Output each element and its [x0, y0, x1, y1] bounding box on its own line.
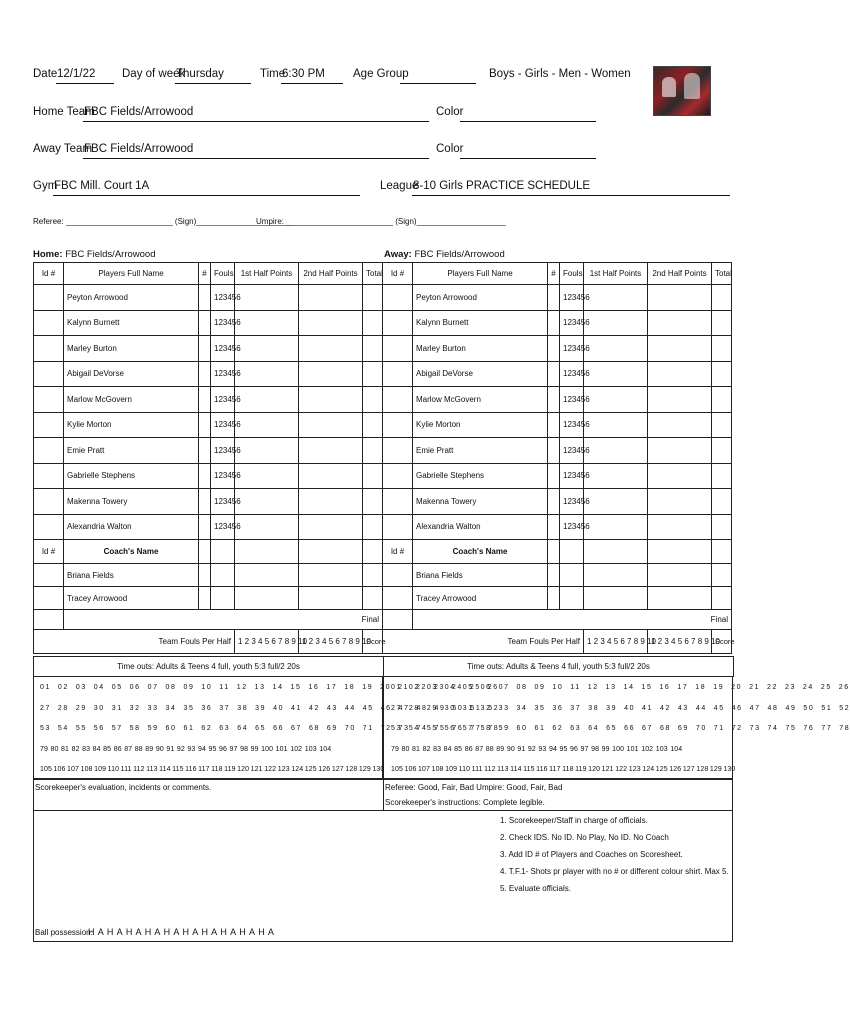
home-player-second-half[interactable] [299, 438, 363, 464]
away-player-first-half[interactable] [584, 310, 648, 336]
referee-sign-line[interactable]: Referee: ________________________ (Sign)______________________ [33, 217, 295, 226]
home-coach-cell[interactable] [363, 587, 383, 610]
home-player-fouls[interactable]: 123456 [211, 412, 235, 438]
away-col-id: Id # [383, 263, 413, 285]
away-player-first-half[interactable] [584, 463, 648, 489]
home-player-total[interactable] [363, 387, 383, 413]
time-underline [281, 83, 343, 84]
away-player-number[interactable] [548, 361, 560, 387]
away-player-fouls[interactable]: 123456 [560, 361, 584, 387]
away-player-total[interactable] [712, 463, 732, 489]
home-player-id[interactable] [34, 310, 64, 336]
away-team-value[interactable]: FBC Fields/Arrowood [84, 143, 194, 155]
away-team-underline [83, 158, 429, 159]
home-player-id[interactable] [34, 514, 64, 540]
home-player-fouls[interactable]: 123456 [211, 489, 235, 515]
dow-label: Day of week [122, 68, 186, 80]
home-player-id[interactable] [34, 336, 64, 362]
away-color-label: Color [436, 143, 464, 155]
home-team-label: Home Team [33, 106, 95, 118]
away-player-id[interactable] [383, 489, 413, 515]
home-player-id[interactable] [34, 361, 64, 387]
home-player-second-half[interactable] [299, 285, 363, 311]
table-row [34, 514, 732, 540]
away-coach-cell[interactable] [584, 587, 648, 610]
player-grid [33, 262, 735, 654]
ball-possession-label: Ball possession: [35, 928, 93, 937]
away-final-label: Final [413, 610, 732, 630]
home-team-value[interactable]: FBC Fields/Arrowood [84, 106, 194, 118]
away-player-number[interactable] [548, 463, 560, 489]
home-title-name: FBC Fields/Arrowood [65, 249, 156, 260]
home-coach-blank [363, 540, 383, 564]
away-player-second-half[interactable] [648, 336, 712, 362]
away-player-second-half[interactable] [648, 310, 712, 336]
away-coach-name-header: Coach's Name [413, 540, 548, 564]
away-player-total[interactable] [712, 336, 732, 362]
home-team-fouls-label: Team Fouls Per Half [34, 630, 235, 654]
away-player-id[interactable] [383, 463, 413, 489]
away-player-id[interactable] [383, 514, 413, 540]
away-player-total[interactable] [712, 310, 732, 336]
away-player-id[interactable] [383, 412, 413, 438]
home-player-second-half[interactable] [299, 514, 363, 540]
away-coach-id[interactable] [383, 587, 413, 610]
away-col-second-half: 2nd Half Points [648, 263, 712, 285]
away-player-number[interactable] [548, 514, 560, 540]
away-player-number[interactable] [548, 310, 560, 336]
date-underline [56, 83, 114, 84]
time-label: Time [260, 68, 286, 80]
home-player-id[interactable] [34, 463, 64, 489]
away-col-num: # [548, 263, 560, 285]
home-player-fouls[interactable]: 123456 [211, 361, 235, 387]
away-player-second-half[interactable] [648, 514, 712, 540]
home-number-row[interactable]: 27 28 29 30 31 32 33 34 35 36 37 38 39 40 41 42 43 44 45 46 47 48 49 50 51 52 [40, 704, 500, 712]
away-player-total[interactable] [712, 361, 732, 387]
home-coach-blank [199, 540, 211, 564]
away-player-first-half[interactable] [584, 514, 648, 540]
home-coach-blank [211, 540, 235, 564]
home-player-total[interactable] [363, 285, 383, 311]
away-number-row[interactable]: 01 02 03 04 05 06 07 08 09 10 11 12 13 14 15 16 17 18 19 20 21 22 23 24 25 26 [391, 684, 850, 691]
home-coach-cell[interactable] [199, 587, 211, 610]
home-player-name[interactable]: Kylie Morton [64, 412, 199, 438]
away-player-second-half[interactable] [648, 387, 712, 413]
away-player-first-half[interactable] [584, 412, 648, 438]
away-player-fouls[interactable]: 123456 [560, 387, 584, 413]
instruction-item: 4. T.F.1- Shots pr player with no # or different colour shirt. Max 5. [500, 867, 729, 876]
away-player-name[interactable]: Kalynn Burnett [413, 310, 548, 336]
home-player-total[interactable] [363, 361, 383, 387]
home-coach-id[interactable] [34, 587, 64, 610]
away-player-name[interactable]: Emie Pratt [413, 438, 548, 464]
eval-rule [33, 810, 732, 811]
away-player-number[interactable] [548, 412, 560, 438]
away-player-name[interactable]: Makenna Towery [413, 489, 548, 515]
home-player-total[interactable] [363, 412, 383, 438]
away-player-name[interactable]: Alexandria Walton [413, 514, 548, 540]
home-player-number[interactable] [199, 489, 211, 515]
away-player-fouls[interactable]: 123456 [560, 336, 584, 362]
home-player-first-half[interactable] [235, 285, 299, 311]
instruction-item: 2. Check IDS. No ID. No Play, No ID. No Coach [500, 833, 669, 842]
away-player-fouls[interactable]: 123456 [560, 285, 584, 311]
home-final-blank [34, 610, 64, 630]
away-player-total[interactable] [712, 412, 732, 438]
home-player-total[interactable] [363, 514, 383, 540]
away-player-second-half[interactable] [648, 489, 712, 515]
home-coach-name[interactable]: Briana Fields [64, 564, 199, 587]
home-coach-cell[interactable] [211, 564, 235, 587]
away-coach-cell[interactable] [648, 587, 712, 610]
league-underline [412, 195, 730, 196]
home-player-fouls[interactable]: 123456 [211, 514, 235, 540]
away-title-name: FBC Fields/Arrowood [414, 249, 505, 260]
home-player-first-half[interactable] [235, 463, 299, 489]
home-player-first-half[interactable] [235, 412, 299, 438]
date-label: Date [33, 68, 58, 80]
home-player-number[interactable] [199, 514, 211, 540]
home-player-first-half[interactable] [235, 310, 299, 336]
away-number-row[interactable]: 53 54 55 56 57 58 59 60 61 62 63 64 65 66 67 68 69 70 71 72 73 74 75 76 77 78 [391, 725, 850, 732]
home-team-fouls-second-half[interactable]: 1 2 3 4 5 6 7 8 9 10 [299, 630, 363, 654]
home-player-number[interactable] [199, 310, 211, 336]
away-player-total[interactable] [712, 514, 732, 540]
home-player-fouls[interactable]: 123456 [211, 463, 235, 489]
away-player-number[interactable] [548, 387, 560, 413]
away-player-first-half[interactable] [584, 285, 648, 311]
away-player-name[interactable]: Peyton Arrowood [413, 285, 548, 311]
away-player-name[interactable]: Gabrielle Stephens [413, 463, 548, 489]
home-number-row[interactable]: 01 02 03 04 05 06 07 08 09 10 11 12 13 14 15 16 17 18 19 20 21 22 23 24 25 26 [40, 684, 499, 691]
away-number-row[interactable]: 79 80 81 82 83 84 85 86 87 88 89 90 91 92 93 94 95 96 97 98 99 100 101 102 103 104 [391, 745, 683, 753]
home-player-name[interactable]: Peyton Arrowood [64, 285, 199, 311]
home-coach-cell[interactable] [363, 564, 383, 587]
home-player-total[interactable] [363, 310, 383, 336]
away-coach-blank [548, 540, 560, 564]
away-player-total[interactable] [712, 285, 732, 311]
away-coach-cell[interactable] [648, 564, 712, 587]
away-col-name: Players Full Name [413, 263, 548, 285]
dow-value[interactable]: Thursday [176, 68, 224, 80]
home-team-underline [83, 121, 429, 122]
home-player-first-half[interactable] [235, 489, 299, 515]
home-player-number[interactable] [199, 387, 211, 413]
home-player-id[interactable] [34, 412, 64, 438]
home-player-name[interactable]: Abigail DeVorse [64, 361, 199, 387]
home-col-id: Id # [34, 263, 64, 285]
away-coach-name[interactable]: Briana Fields [413, 564, 548, 587]
home-player-name[interactable]: Emie Pratt [64, 438, 199, 464]
away-player-first-half[interactable] [584, 489, 648, 515]
table-row [34, 336, 732, 362]
home-coach-cell[interactable] [299, 564, 363, 587]
away-player-id[interactable] [383, 387, 413, 413]
away-team-fouls-second-half[interactable]: 1 2 3 4 5 6 7 8 9 10 [648, 630, 712, 654]
home-team-fouls-first-half[interactable]: 1 2 3 4 5 6 7 8 9 10 [235, 630, 299, 654]
home-col-second-half: 2nd Half Points [299, 263, 363, 285]
away-player-name[interactable]: Kylie Morton [413, 412, 548, 438]
away-col-fouls: Fouls [560, 263, 584, 285]
home-player-fouls[interactable]: 123456 [211, 285, 235, 311]
away-player-number[interactable] [548, 285, 560, 311]
home-player-first-half[interactable] [235, 361, 299, 387]
home-player-total[interactable] [363, 336, 383, 362]
home-player-number[interactable] [199, 285, 211, 311]
away-number-row[interactable]: 105 106 107 108 109 110 111 112 113 114 115 116 117 118 119 120 121 122 123 124 125 126 127 128 129 130 [391, 766, 736, 773]
scorekeeper-instructions: Scorekeeper's instructions: Complete legible. [385, 798, 545, 807]
away-coach-blank [648, 540, 712, 564]
home-timeouts: Time outs: Adults & Teens 4 full, youth 5:3 full/2 20s [34, 657, 384, 677]
home-player-second-half[interactable] [299, 387, 363, 413]
table-row [34, 489, 732, 515]
table-row [34, 387, 732, 413]
home-col-first-half: 1st Half Points [235, 263, 299, 285]
away-score-label: Score [712, 630, 732, 654]
home-coach-blank [235, 540, 299, 564]
age-group-underline [400, 83, 476, 84]
home-player-first-half[interactable] [235, 514, 299, 540]
home-title-prefix: Home: [33, 249, 63, 260]
home-player-fouls[interactable]: 123456 [211, 438, 235, 464]
team-logo [653, 66, 711, 116]
home-player-number[interactable] [199, 336, 211, 362]
home-player-id[interactable] [34, 438, 64, 464]
away-player-name[interactable]: Abigail DeVorse [413, 361, 548, 387]
home-color-field[interactable] [460, 121, 596, 122]
away-coach-cell[interactable] [548, 564, 560, 587]
home-score-label: Score [363, 630, 383, 654]
away-team-fouls-first-half[interactable]: 1 2 3 4 5 6 7 8 9 10 [584, 630, 648, 654]
home-player-first-half[interactable] [235, 336, 299, 362]
home-number-row[interactable]: 79 80 81 82 83 84 85 86 87 88 89 90 91 92 93 94 95 96 97 98 99 100 101 102 103 104 [40, 745, 332, 753]
home-number-row[interactable]: 53 54 55 56 57 58 59 60 61 62 63 64 65 66 67 68 69 70 71 72 73 74 75 76 77 78 [40, 725, 500, 732]
home-player-second-half[interactable] [299, 489, 363, 515]
away-color-field[interactable] [460, 158, 596, 159]
away-player-id[interactable] [383, 438, 413, 464]
table-row [34, 412, 732, 438]
away-team-fouls-label: Team Fouls Per Half [383, 630, 584, 654]
away-player-id[interactable] [383, 310, 413, 336]
away-player-id[interactable] [383, 285, 413, 311]
home-player-name[interactable]: Kalynn Burnett [64, 310, 199, 336]
away-player-first-half[interactable] [584, 336, 648, 362]
home-player-number[interactable] [199, 438, 211, 464]
away-player-first-half[interactable] [584, 361, 648, 387]
timeouts-row [33, 656, 734, 677]
away-coach-cell[interactable] [712, 587, 732, 610]
away-player-name[interactable]: Marley Burton [413, 336, 548, 362]
away-coach-cell[interactable] [584, 564, 648, 587]
home-player-name[interactable]: Marley Burton [64, 336, 199, 362]
home-coach-cell[interactable] [199, 564, 211, 587]
instruction-item: 5. Evaluate officials. [500, 884, 572, 893]
home-player-id[interactable] [34, 387, 64, 413]
eval-divider [383, 778, 384, 810]
category-options: Boys - Girls - Men - Women [489, 68, 631, 80]
away-coach-cell[interactable] [712, 564, 732, 587]
home-final-label: Final [64, 610, 383, 630]
table-row [34, 438, 732, 464]
referee-evaluation[interactable]: Referee: Good, Fair, Bad Umpire: Good, Fair, Bad [385, 783, 563, 792]
age-group-label: Age Group [353, 68, 409, 80]
home-player-name[interactable]: Gabrielle Stephens [64, 463, 199, 489]
away-coach-id-header: Id # [383, 540, 413, 564]
home-player-second-half[interactable] [299, 361, 363, 387]
away-player-total[interactable] [712, 438, 732, 464]
away-coach-name[interactable]: Tracey Arrowood [413, 587, 548, 610]
away-player-number[interactable] [548, 489, 560, 515]
scorekeeper-evaluation[interactable]: Scorekeeper's evaluation, incidents or comments. [35, 783, 212, 792]
home-player-fouls[interactable]: 123456 [211, 336, 235, 362]
gym-value[interactable]: FBC Mill. Court 1A [54, 180, 150, 192]
away-player-second-half[interactable] [648, 412, 712, 438]
away-player-second-half[interactable] [648, 463, 712, 489]
home-coach-cell[interactable] [211, 587, 235, 610]
away-player-fouls[interactable]: 123456 [560, 463, 584, 489]
home-col-fouls: Fouls [211, 263, 235, 285]
home-player-name[interactable]: Alexandria Walton [64, 514, 199, 540]
dow-underline [175, 83, 251, 84]
home-player-second-half[interactable] [299, 310, 363, 336]
away-player-second-half[interactable] [648, 285, 712, 311]
home-player-number[interactable] [199, 412, 211, 438]
away-coach-id[interactable] [383, 564, 413, 587]
home-player-fouls[interactable]: 123456 [211, 387, 235, 413]
away-player-total[interactable] [712, 489, 732, 515]
away-player-first-half[interactable] [584, 438, 648, 464]
away-player-fouls[interactable]: 123456 [560, 310, 584, 336]
home-player-number[interactable] [199, 463, 211, 489]
home-player-total[interactable] [363, 489, 383, 515]
away-timeouts: Time outs: Adults & Teens 4 full, youth 5:3 full/2 20s [384, 657, 734, 677]
away-player-fouls[interactable]: 123456 [560, 514, 584, 540]
away-team-label: Away Team [33, 143, 93, 155]
away-player-id[interactable] [383, 336, 413, 362]
away-player-fouls[interactable]: 123456 [560, 438, 584, 464]
home-player-first-half[interactable] [235, 438, 299, 464]
away-player-number[interactable] [548, 336, 560, 362]
home-player-first-half[interactable] [235, 387, 299, 413]
away-player-second-half[interactable] [648, 438, 712, 464]
home-player-id[interactable] [34, 285, 64, 311]
home-player-second-half[interactable] [299, 463, 363, 489]
away-col-first-half: 1st Half Points [584, 263, 648, 285]
home-color-label: Color [436, 106, 464, 118]
away-player-total[interactable] [712, 387, 732, 413]
table-row [34, 285, 732, 311]
away-coach-blank [560, 540, 584, 564]
away-player-number[interactable] [548, 438, 560, 464]
away-coach-cell[interactable] [560, 587, 584, 610]
table-row [34, 463, 732, 489]
umpire-sign-line[interactable]: Umpire: ________________________ (Sign)____________________ [256, 217, 506, 226]
instruction-item: 3. Add ID # of Players and Coaches on Scoresheet. [500, 850, 683, 859]
home-coach-cell[interactable] [235, 587, 299, 610]
away-number-row[interactable]: 27 28 29 30 31 32 33 34 35 36 37 38 39 40 41 42 43 44 45 46 47 48 49 50 51 52 [391, 704, 850, 712]
home-number-row[interactable]: 105 106 107 108 109 110 111 112 113 114 115 116 117 118 119 120 121 122 123 124 125 126 127 128 129 130 [40, 766, 385, 773]
home-col-num: # [199, 263, 211, 285]
home-coach-name[interactable]: Tracey Arrowood [64, 587, 199, 610]
home-coach-id[interactable] [34, 564, 64, 587]
home-player-fouls[interactable]: 123456 [211, 310, 235, 336]
away-player-fouls[interactable]: 123456 [560, 489, 584, 515]
home-player-id[interactable] [34, 489, 64, 515]
home-player-number[interactable] [199, 361, 211, 387]
table-row [34, 310, 732, 336]
away-coach-blank [584, 540, 648, 564]
away-player-name[interactable]: Marlow McGovern [413, 387, 548, 413]
home-col-name: Players Full Name [64, 263, 199, 285]
home-player-name[interactable]: Marlow McGovern [64, 387, 199, 413]
instruction-item: 1. Scorekeeper/Staff in charge of officials. [500, 816, 648, 825]
gym-underline [53, 195, 360, 196]
away-player-second-half[interactable] [648, 361, 712, 387]
home-coach-id-header: Id # [34, 540, 64, 564]
away-coach-cell[interactable] [548, 587, 560, 610]
table-row [34, 564, 732, 587]
table-row [34, 587, 732, 610]
league-label: League [380, 180, 419, 192]
time-value[interactable]: 6:30 PM [282, 68, 325, 80]
home-title [33, 249, 155, 260]
away-final-blank [383, 610, 413, 630]
table-row [34, 361, 732, 387]
away-player-first-half[interactable] [584, 387, 648, 413]
home-coach-cell[interactable] [235, 564, 299, 587]
home-player-second-half[interactable] [299, 336, 363, 362]
home-coach-cell[interactable] [299, 587, 363, 610]
away-player-id[interactable] [383, 361, 413, 387]
away-title [384, 249, 505, 260]
home-coach-blank [299, 540, 363, 564]
gym-label: Gym [33, 180, 58, 192]
home-player-total[interactable] [363, 463, 383, 489]
ball-possession-value[interactable]: H A H A H A H A H A H A H A H A H A H A [88, 927, 275, 937]
away-col-total: Total [712, 263, 732, 285]
home-coach-name-header: Coach's Name [64, 540, 199, 564]
home-col-total: Total [363, 263, 383, 285]
away-coach-blank [712, 540, 732, 564]
league-value[interactable]: 8-10 Girls PRACTICE SCHEDULE [413, 180, 591, 192]
away-title-prefix: Away: [384, 249, 412, 260]
home-player-name[interactable]: Makenna Towery [64, 489, 199, 515]
away-coach-cell[interactable] [560, 564, 584, 587]
away-player-fouls[interactable]: 123456 [560, 412, 584, 438]
home-player-second-half[interactable] [299, 412, 363, 438]
home-player-total[interactable] [363, 438, 383, 464]
date-value[interactable]: 12/1/22 [57, 68, 96, 80]
